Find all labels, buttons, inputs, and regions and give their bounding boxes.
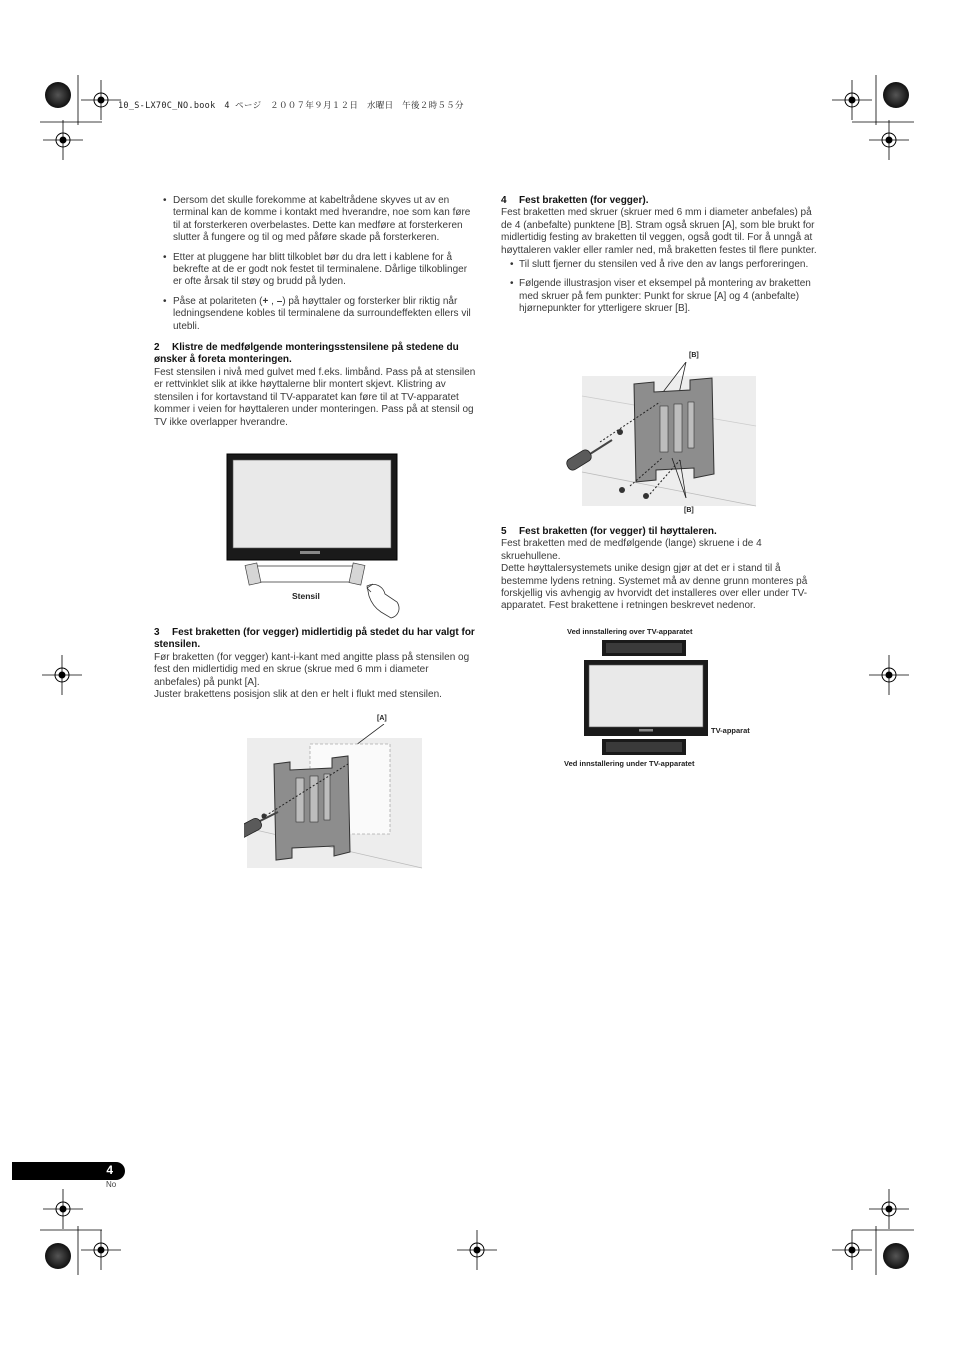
point-b-label-top: [B]: [689, 352, 699, 359]
step5-block: [501, 526, 823, 613]
step5-heading: 5 Fest braketten (for vegger) til høyttaleren.: [501, 526, 717, 537]
page-number-tab: [12, 1162, 125, 1180]
step4-body: Fest braketten med skruer (skruer med 6 mm i diameter anbefales) på de 4 (anbefalte) punktene [B]. Stram også skruen [A], som ble brukt for midlertidig festing av braketten til veggen, også godt til. For å unngå at høyttaleren vakler eller ramler ned, må braketten festes til flere punkter.: [501, 207, 817, 256]
step5-body-2: Dette høyttalersystemets unike design gjør at det er i stand til å bestemme lydens retning. Systemet må av denne grunn monteres på forskjellig vis avhengig av hvorvidt det installeres over eller under TV-apparatet. Fest brakettene i retningen beskrevet nedenor.: [501, 563, 808, 612]
stencil-label: Stensil: [292, 591, 320, 601]
bracket-temporary-fix-illustration: [244, 724, 424, 869]
step2-body: Fest stensilen i nivå med gulvet med f.eks. limbånd. Pass på at stensilen er rettvinklet slik at ikke høyttalerne blir montert skjevt. Klistring av stensilen i for kortavstand til TV-apparatet kan føre til at TV-apparatet kommer i veien for høyttaleren under monteringen. Pass på at stensil og TV ikke overlapper hverandre.: [154, 366, 476, 428]
step3-heading: 3 Fest braketten (for vegger) midlertidig på stedet du har valgt for stensilen.: [154, 627, 475, 651]
bracket-final-fix-illustration: [560, 362, 760, 512]
print-header: 10_S-LX70C_NO.book 4 ページ ２００７年９月１２日 水曜日 午後２時５５分: [118, 101, 464, 111]
step3-body-2: Juster brakettens posisjon slik at den er helt i flukt med stensilen.: [154, 689, 442, 701]
list-item: • Til slutt fjerner du stensilen ved å rive den av langs perforeringen.: [501, 259, 823, 271]
list-item-polarity: • Påse at polariteten (+ , –) på høyttaler og forsterker blir riktig når ledningsendene kobles til terminalene da surroundeffekten ellers vil utebli.: [154, 296, 476, 333]
point-b-label-bottom: [B]: [684, 507, 694, 514]
point-a-label: [A]: [377, 715, 387, 722]
page-number: 4: [106, 1163, 113, 1177]
label-install-above: Ved innstallering over TV-apparatet: [567, 627, 693, 636]
right-column: [501, 195, 823, 323]
step4-heading: 4 Fest braketten (for vegger).: [501, 195, 649, 206]
left-column: [154, 195, 476, 429]
step3-body-1: Før braketten (for vegger) kant-i-kant med angitte plass på stensilen og fest den midlertidig med en skrue (skrue med 6 mm i diameter anbefales) på punkt [A].: [154, 651, 470, 688]
list-item: • Etter at pluggene har blitt tilkoblet bør du dra lett i kablene for å bekrefte at de er godt nok festet til terminalene. Dårlige tilkoblinger er ofte årsak til støy og brudd på lyden.: [154, 252, 476, 289]
step3-block: [154, 627, 476, 701]
step4-bullets: [501, 259, 823, 316]
minus-symbol: –: [276, 295, 283, 307]
language-code: No: [106, 1180, 117, 1189]
list-item: • Dersom det skulle forekomme at kabeltrådene skyves ut av en terminal kan de komme i kontakt med hverandre, noe som kan føre til at forsterkeren overbelastes. Dette kan medføre at forsterkeren slutter å fungere og til og med påføre skade på forsterkeren.: [154, 195, 476, 245]
plus-symbol: +: [262, 295, 269, 307]
step5-body-1: Fest braketten med de medfølgende (lange) skruene i de 4 skruehullene.: [501, 538, 762, 562]
step2-heading: 2 Klistre de medfølgende monteringsstensilene på stedene du ønsker å foreta monteringen.: [154, 342, 459, 366]
list-item: • Følgende illustrasjon viser et eksempel på montering av braketten med skruer på fem punkter: Punkt for skrue [A] og 4 (anbefalte) hjørnepunkter for ytterligere skruer [B].: [501, 278, 823, 315]
label-install-below: Ved innstallering under TV-apparatet: [564, 759, 695, 768]
label-tv: TV-apparat: [711, 726, 750, 735]
caution-bullets: [154, 195, 476, 333]
tv-speaker-placement-illustration: [582, 638, 712, 760]
